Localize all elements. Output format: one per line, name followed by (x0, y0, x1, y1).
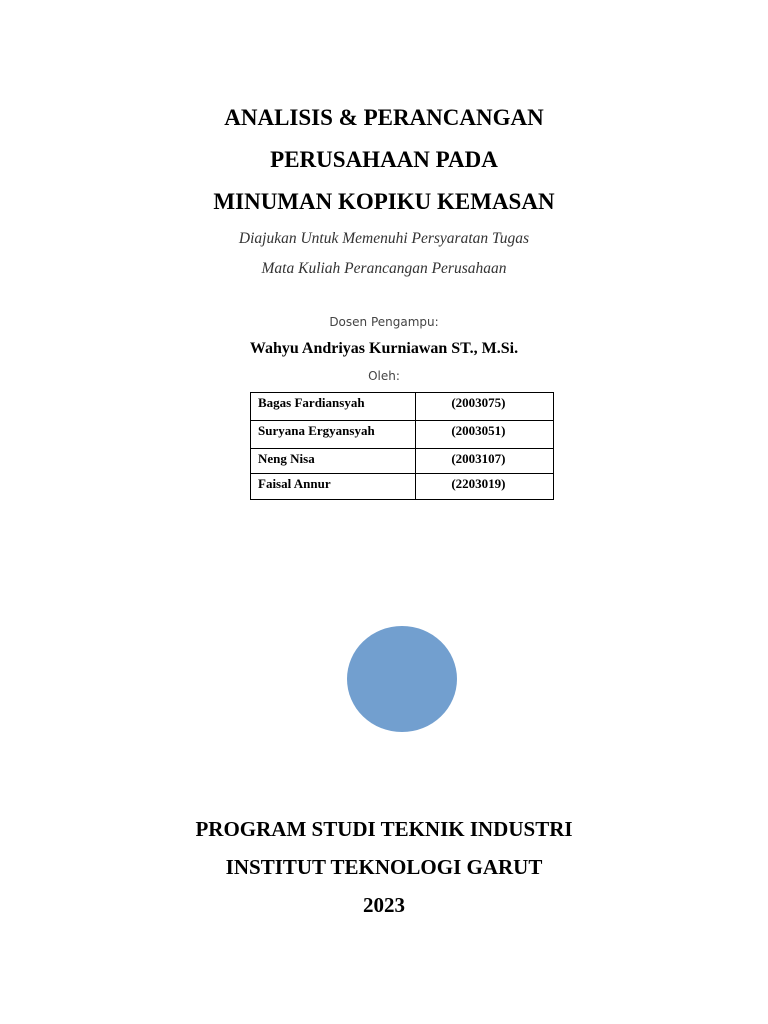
lecturer-name: Wahyu Andriyas Kurniawan ST., M.Si. (249, 340, 519, 357)
member-id: (2203019) (416, 474, 554, 500)
title-line-1: ANALISIS & PERANCANGAN (224, 105, 544, 130)
members-table (250, 392, 554, 500)
subtitle-line-1: Diajukan Untuk Memenuhi Persyaratan Tugas (238, 230, 530, 247)
member-name: Neng Nisa (251, 449, 416, 474)
subtitle-line-2: Mata Kuliah Perancangan Perusahaan (261, 260, 507, 277)
institution-logo-icon (347, 626, 457, 732)
footer-program: PROGRAM STUDI TEKNIK INDUSTRI (195, 817, 573, 841)
title-line-2: PERUSAHAAN PADA (270, 147, 498, 172)
title-line-3: MINUMAN KOPIKU KEMASAN (213, 189, 555, 214)
member-id: (2003075) (416, 393, 554, 421)
footer-institution: INSTITUT TEKNOLOGI GARUT (225, 855, 543, 879)
footer-year: 2023 (363, 893, 405, 917)
member-name: Faisal Annur (251, 474, 416, 500)
table-row (251, 449, 554, 474)
table-row (251, 421, 554, 449)
member-name: Bagas Fardiansyah (251, 393, 416, 421)
member-name: Suryana Ergyansyah (251, 421, 416, 449)
member-id: (2003107) (416, 449, 554, 474)
member-id: (2003051) (416, 421, 554, 449)
table-row (251, 474, 554, 500)
table-row (251, 393, 554, 421)
lecturer-label: Dosen Pengampu: (329, 315, 439, 329)
authors-label: Oleh: (368, 369, 400, 383)
